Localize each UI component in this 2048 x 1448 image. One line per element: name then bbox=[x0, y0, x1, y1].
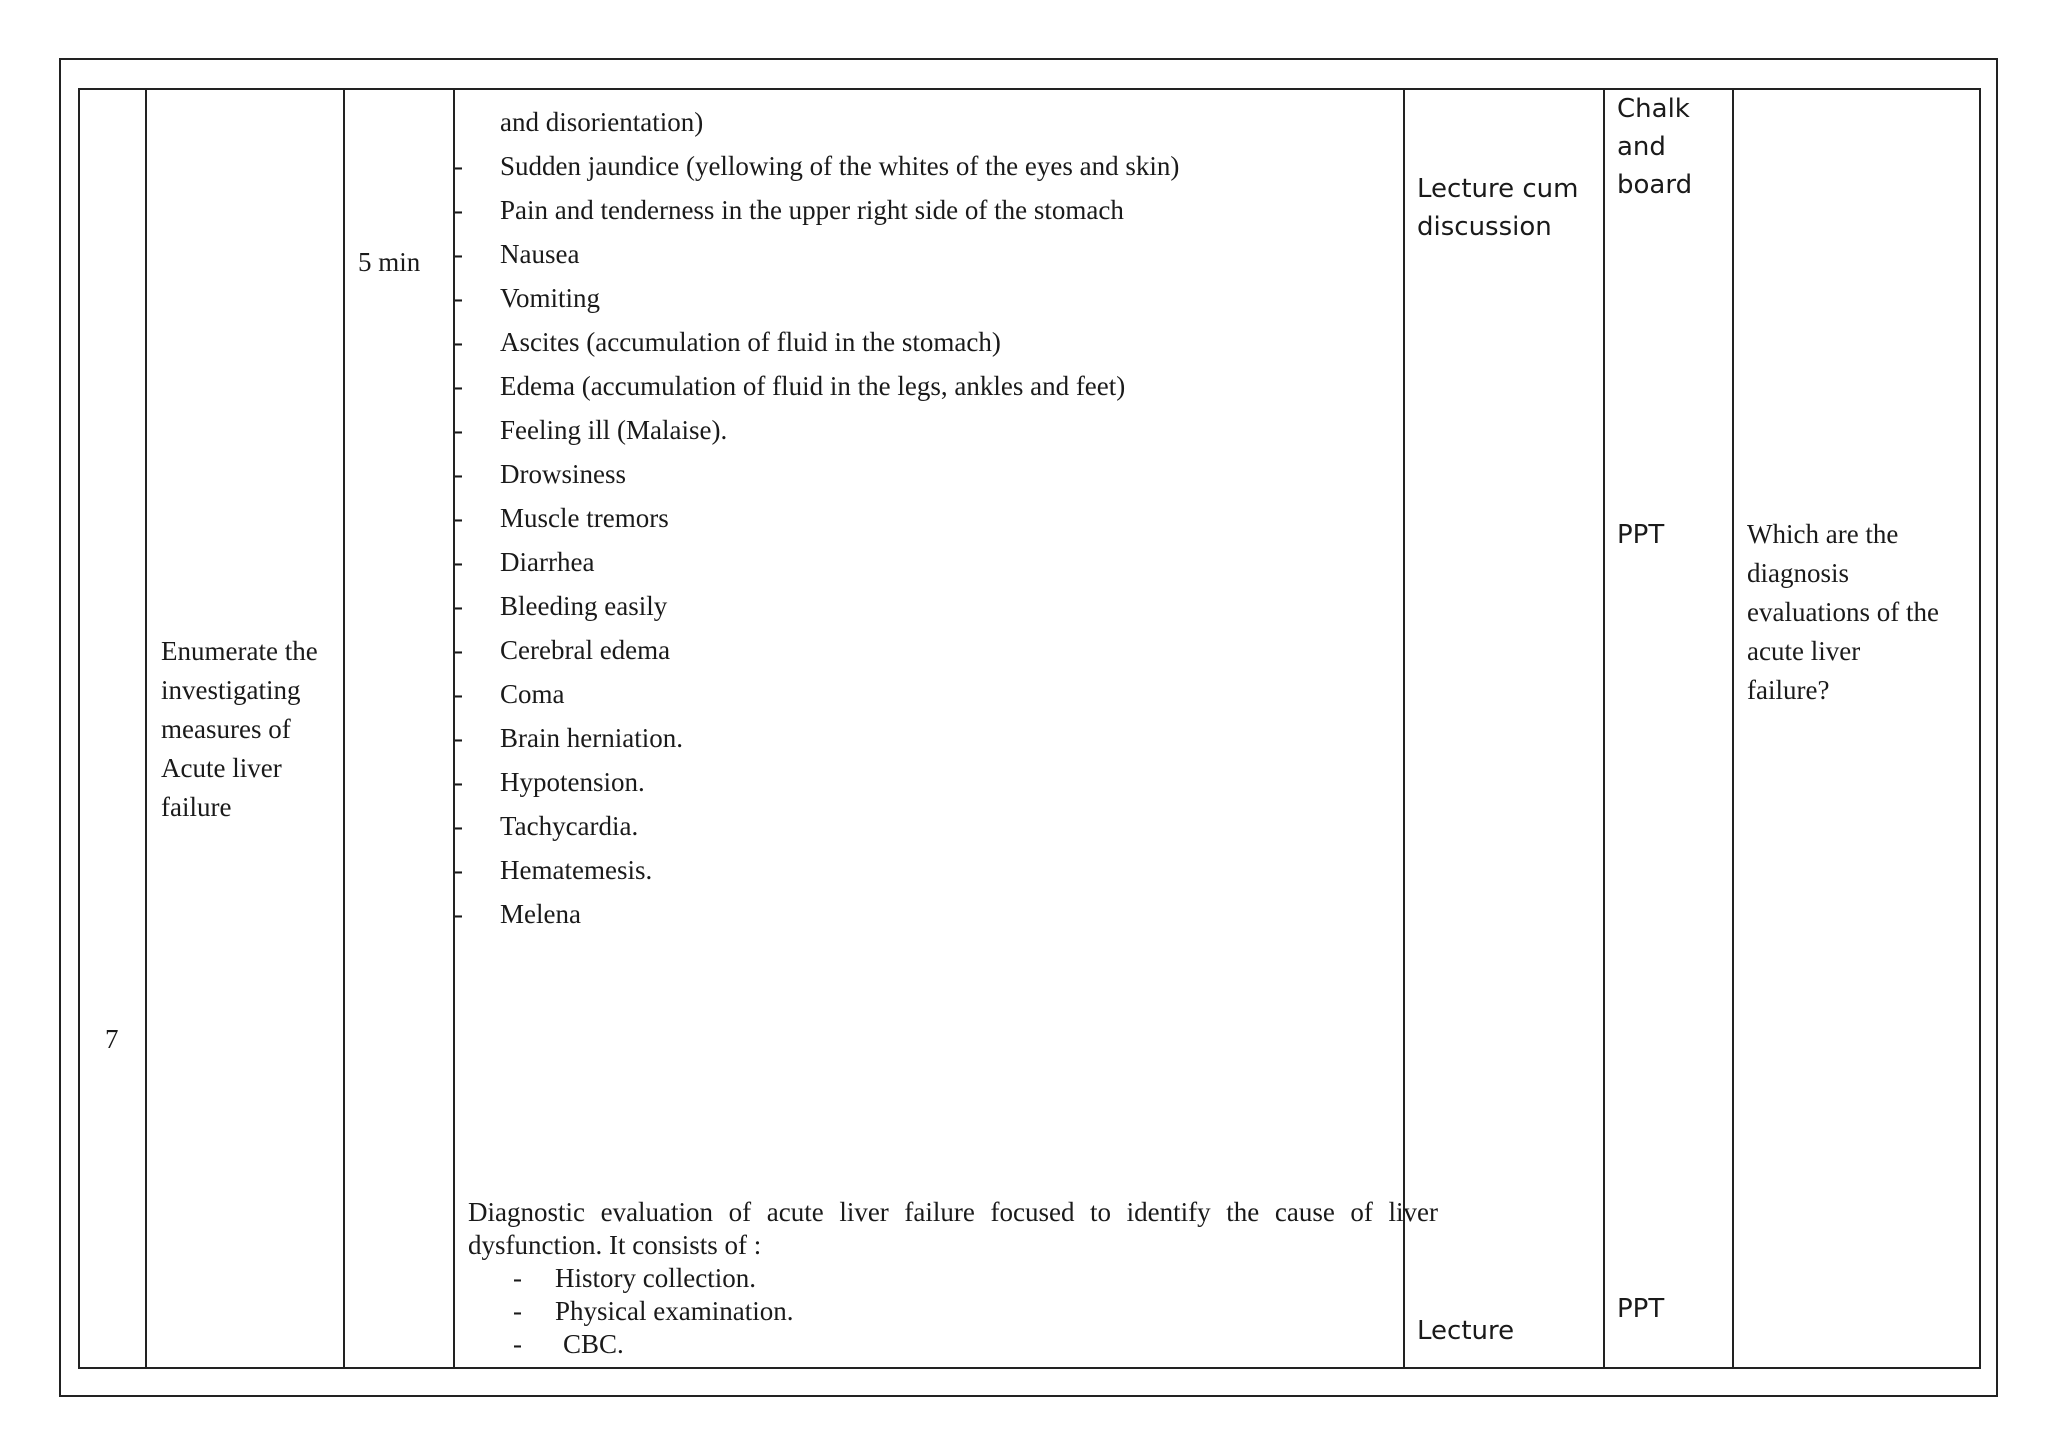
list-item bbox=[454, 760, 1179, 804]
list-item bbox=[454, 408, 1179, 452]
bullet-dash: - bbox=[454, 679, 463, 709]
bullet-dash: - bbox=[454, 503, 463, 533]
column-divider bbox=[145, 90, 147, 1367]
list-item bbox=[454, 188, 1179, 232]
aid-line: board bbox=[1617, 170, 1693, 200]
symptom-label: Edema (accumulation of fluid in the legs, ankles and feet) bbox=[500, 371, 1126, 401]
list-item bbox=[454, 540, 1179, 584]
list-item bbox=[454, 496, 1179, 540]
objective-line: failure bbox=[161, 792, 232, 822]
list-item bbox=[454, 716, 1179, 760]
list-item bbox=[454, 628, 1179, 672]
list-item bbox=[454, 848, 1179, 892]
bullet-dash: - bbox=[454, 855, 463, 885]
symptom-label: Diarrhea bbox=[500, 547, 595, 577]
symptom-continuation: and disorientation) bbox=[500, 107, 704, 137]
bullet-dash: - bbox=[454, 591, 463, 621]
bullet-dash: - bbox=[454, 415, 463, 445]
symptom-label: Ascites (accumulation of fluid in the stomach) bbox=[500, 327, 1001, 357]
time-allotted: 5 min bbox=[358, 247, 421, 277]
evaluation-line: evaluations of the bbox=[1747, 597, 1939, 627]
list-item bbox=[468, 1295, 1438, 1328]
symptom-label: Nausea bbox=[500, 239, 580, 269]
diagnostic-list bbox=[468, 1262, 1438, 1361]
symptom-list bbox=[454, 100, 1180, 936]
serial-number: 7 bbox=[105, 1024, 119, 1054]
av-aids-2: PPT bbox=[1617, 520, 1665, 550]
column-divider bbox=[1732, 90, 1734, 1367]
list-item bbox=[454, 320, 1179, 364]
av-aids-3: PPT bbox=[1617, 1294, 1665, 1324]
aid-line: and bbox=[1617, 132, 1666, 162]
diagnostic-evaluation bbox=[468, 1196, 1438, 1361]
symptom-label: Pain and tenderness in the upper right side of the stomach bbox=[500, 195, 1124, 225]
bullet-dash: - bbox=[513, 1296, 522, 1326]
bullet-dash: - bbox=[513, 1329, 522, 1359]
av-aids bbox=[1617, 90, 1692, 204]
teaching-method bbox=[1417, 170, 1578, 246]
specific-objective bbox=[161, 632, 336, 827]
diagnostic-label: History collection. bbox=[555, 1263, 756, 1293]
column-divider bbox=[1603, 90, 1605, 1367]
symptom-label: Hematemesis. bbox=[500, 855, 653, 885]
evaluation-line: failure? bbox=[1747, 675, 1830, 705]
evaluation-question bbox=[1747, 515, 1972, 710]
objective-line: Acute liver bbox=[161, 753, 282, 783]
list-item bbox=[454, 584, 1179, 628]
symptom-label: Coma bbox=[500, 679, 565, 709]
bullet-dash: - bbox=[454, 151, 463, 181]
list-item bbox=[454, 672, 1179, 716]
bullet-dash: - bbox=[454, 899, 463, 929]
symptom-label: Tachycardia. bbox=[500, 811, 639, 841]
bullet-dash: - bbox=[454, 547, 463, 577]
evaluation-line: Which are the bbox=[1747, 519, 1899, 549]
lesson-plan-table bbox=[78, 88, 1981, 1369]
list-item bbox=[468, 1328, 1438, 1361]
diagnostic-label: Physical examination. bbox=[555, 1296, 794, 1326]
diagnostic-intro: Diagnostic evaluation of acute liver failure focused to identify the cause of liver dysfunction. It consists of : bbox=[468, 1197, 1438, 1260]
objective-line: measures of bbox=[161, 714, 291, 744]
list-item bbox=[454, 804, 1179, 848]
bullet-dash: - bbox=[454, 811, 463, 841]
method-line: discussion bbox=[1417, 212, 1552, 242]
symptom-label: Cerebral edema bbox=[500, 635, 671, 665]
bullet-dash: - bbox=[454, 371, 463, 401]
symptom-label: Hypotension. bbox=[500, 767, 645, 797]
bullet-dash: - bbox=[454, 723, 463, 753]
teaching-method-2: Lecture bbox=[1417, 1316, 1515, 1346]
symptom-label: Bleeding easily bbox=[500, 591, 668, 621]
bullet-dash: - bbox=[454, 195, 463, 225]
list-item bbox=[454, 144, 1180, 188]
list-item bbox=[454, 364, 1179, 408]
bullet-dash: - bbox=[454, 767, 463, 797]
symptom-label: Feeling ill (Malaise). bbox=[500, 415, 728, 445]
symptom-label: Muscle tremors bbox=[500, 503, 669, 533]
bullet-dash: - bbox=[454, 283, 463, 313]
evaluation-line: diagnosis bbox=[1747, 558, 1850, 588]
list-item bbox=[454, 232, 1179, 276]
objective-line: investigating bbox=[161, 675, 301, 705]
aid-line: Chalk bbox=[1617, 94, 1690, 124]
symptom-label: Brain herniation. bbox=[500, 723, 683, 753]
symptom-label: Sudden jaundice (yellowing of the whites of the eyes and skin) bbox=[500, 151, 1180, 181]
list-item bbox=[454, 452, 1179, 496]
list-item bbox=[454, 276, 1179, 320]
bullet-dash: - bbox=[454, 459, 463, 489]
bullet-dash: - bbox=[454, 327, 463, 357]
bullet-dash: - bbox=[454, 635, 463, 665]
list-item bbox=[454, 892, 1179, 936]
diagnostic-label: CBC. bbox=[563, 1329, 624, 1359]
evaluation-line: acute liver bbox=[1747, 636, 1861, 666]
symptom-label: Drowsiness bbox=[500, 459, 626, 489]
objective-line: Enumerate the bbox=[161, 636, 318, 666]
bullet-dash: - bbox=[513, 1263, 522, 1293]
symptom-label: Vomiting bbox=[500, 283, 601, 313]
list-item bbox=[468, 1262, 1438, 1295]
column-divider bbox=[343, 90, 345, 1367]
column-divider bbox=[1403, 90, 1405, 1367]
symptom-label: Melena bbox=[500, 899, 581, 929]
method-line: Lecture cum bbox=[1417, 174, 1579, 204]
bullet-dash: - bbox=[454, 239, 463, 269]
